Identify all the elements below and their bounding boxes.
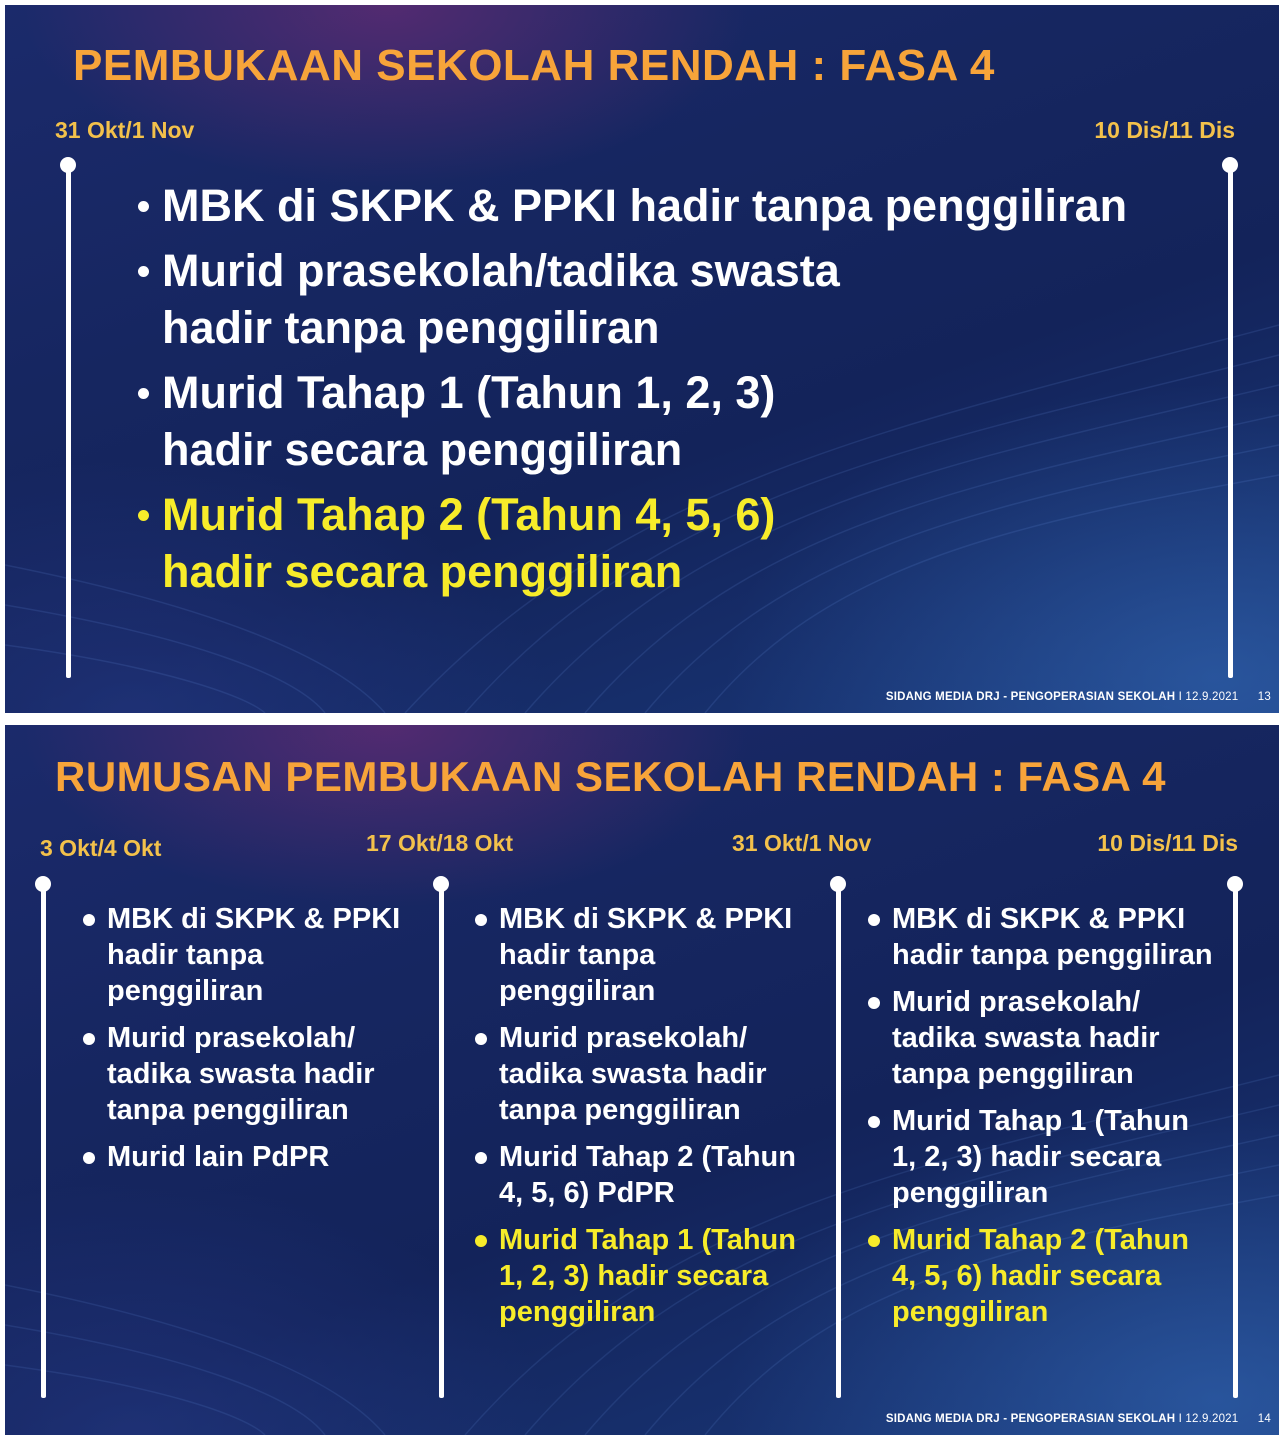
list-item: Murid prasekolah/tadika swasta hadir tanpa penggiliran: [135, 242, 935, 356]
column-3-bullet-list: [866, 901, 1216, 1341]
slide-footer: [886, 691, 1271, 703]
slide-13: [5, 5, 1279, 713]
list-item: Murid Tahap 2 (Tahun 4, 5, 6) PdPR: [473, 1139, 813, 1211]
list-item: MBK di SKPK & PPKI hadir tanpa penggiliran: [866, 901, 1216, 973]
list-item: Murid prasekolah/ tadika swasta hadir tanpa penggiliran: [866, 984, 1216, 1092]
page-number: 13: [1257, 691, 1271, 703]
timeline-end-line: [1228, 165, 1233, 678]
list-item: Murid prasekolah/ tadika swasta hadir tanpa penggiliran: [473, 1020, 773, 1128]
footer-date: I 12.9.2021: [1178, 1413, 1239, 1425]
column-1-bullet-list: [81, 901, 421, 1186]
phase4-bullet-list: [135, 177, 1215, 608]
footer-date: I 12.9.2021: [1178, 691, 1239, 703]
list-item: Murid prasekolah/ tadika swasta hadir tanpa penggiliran: [81, 1020, 421, 1128]
list-item: MBK di SKPK & PPKI hadir tanpa penggiliran: [473, 901, 813, 1009]
timeline-line-3: [836, 884, 841, 1398]
timeline-line-2: [439, 884, 444, 1398]
list-item: MBK di SKPK & PPKI hadir tanpa penggiliran: [81, 901, 421, 1009]
timeline-line-1: [41, 884, 46, 1398]
slide-14: [5, 725, 1279, 1435]
list-item: Murid Tahap 1 (Tahun 1, 2, 3) hadir secara penggiliran: [135, 364, 855, 478]
slide-footer: [886, 1413, 1271, 1425]
footer-label: SIDANG MEDIA DRJ - PENGOPERASIAN SEKOLAH: [885, 1413, 1176, 1425]
list-item: MBK di SKPK & PPKI hadir tanpa penggiliran: [135, 177, 1215, 234]
slide-title: PEMBUKAAN SEKOLAH RENDAH : FASA 4: [73, 41, 995, 90]
footer-label: SIDANG MEDIA DRJ - PENGOPERASIAN SEKOLAH: [885, 691, 1176, 703]
column-2-bullet-list: [473, 901, 813, 1341]
slide-title: RUMUSAN PEMBUKAAN SEKOLAH RENDAH : FASA 4: [55, 753, 1166, 800]
timeline-end-date: 10 Dis/11 Dis: [1094, 117, 1235, 143]
timeline-date-2: 17 Okt/18 Okt: [366, 830, 514, 856]
list-item: Murid lain PdPR: [81, 1139, 421, 1175]
timeline-line-4: [1233, 884, 1238, 1398]
page-number: 14: [1257, 1413, 1271, 1425]
timeline-date-3: 31 Okt/1 Nov: [732, 830, 872, 856]
timeline-start-date: 31 Okt/1 Nov: [55, 117, 195, 143]
list-item: Murid Tahap 1 (Tahun 1, 2, 3) hadir secara penggiliran: [866, 1103, 1216, 1211]
list-item-highlighted: Murid Tahap 2 (Tahun 4, 5, 6) hadir secara penggiliran: [135, 486, 875, 600]
list-item-highlighted: Murid Tahap 2 (Tahun 4, 5, 6) hadir secara penggiliran: [866, 1222, 1216, 1330]
list-item-highlighted: Murid Tahap 1 (Tahun 1, 2, 3) hadir secara penggiliran: [473, 1222, 813, 1330]
timeline-start-line: [66, 165, 71, 678]
timeline-date-4: 10 Dis/11 Dis: [1097, 830, 1238, 856]
timeline-date-1: 3 Okt/4 Okt: [40, 835, 162, 861]
